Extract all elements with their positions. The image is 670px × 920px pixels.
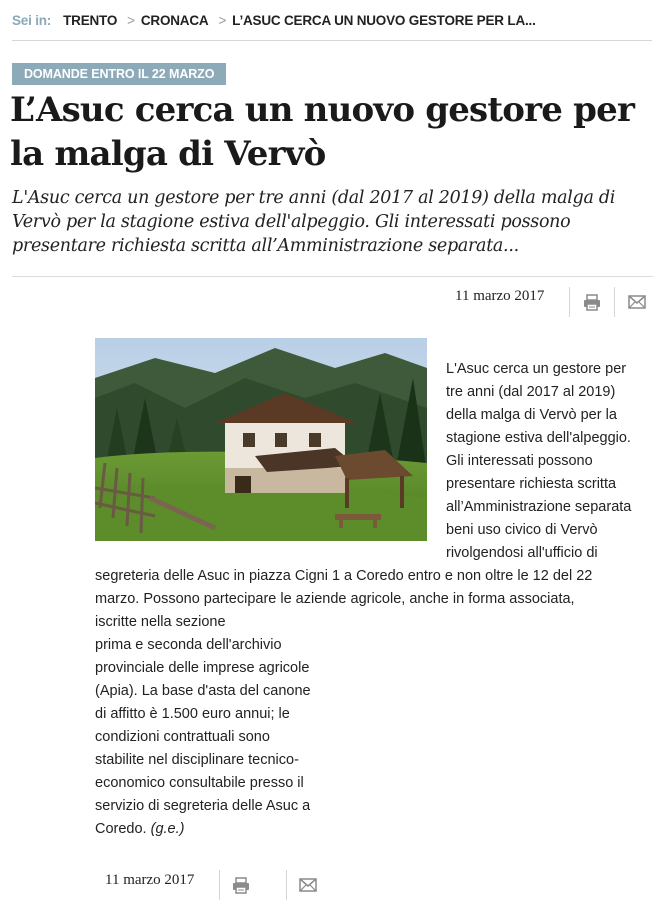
toolbar-separator: [286, 870, 287, 900]
body-text-full: [95, 565, 665, 634]
breadcrumb-item-current[interactable]: L’ASUC CERCA UN NUOVO GESTORE PER LA...: [232, 12, 536, 28]
body-line: segreteria delle Asuc in piazza Cigni 1 a Coredo entro e non oltre le 12 del 22: [95, 568, 593, 584]
toolbar-separator: [219, 870, 220, 900]
toolbar-separator: [569, 287, 570, 317]
author-signature: (g.e.): [150, 821, 185, 837]
body-line: servizio di segreteria delle Asuc a: [95, 798, 311, 814]
article-date: 11 marzo 2017: [455, 288, 545, 304]
body-line: presentare richiesta scritta: [446, 476, 617, 492]
email-button[interactable]: [622, 287, 652, 317]
body-line: rivolgendosi all'ufficio di: [446, 545, 598, 561]
divider: [12, 276, 653, 277]
body-last-text: Coredo.: [95, 821, 147, 837]
body-line: L'Asuc cerca un gestore per: [446, 361, 627, 377]
body-line: economico consultabile presso il: [95, 775, 304, 791]
footer-email-button[interactable]: [293, 870, 323, 900]
breadcrumb: [12, 0, 652, 41]
breadcrumb-item-trento[interactable]: TRENTO: [63, 12, 118, 28]
print-icon: [232, 877, 250, 894]
breadcrumb-item-cronaca[interactable]: CRONACA: [140, 12, 209, 28]
body-line: beni uso civico di Vervò: [446, 522, 598, 538]
body-line: provinciale delle imprese agricole: [95, 660, 310, 676]
summary-line: Vervò per la stagione estiva dell'alpeggio. Gli interessati possono: [12, 212, 571, 232]
body-line: di affitto è 1.500 euro annui; le: [95, 706, 290, 722]
email-icon: [628, 295, 646, 309]
article-image: [95, 338, 427, 541]
body-text-right: [446, 358, 660, 565]
body-line: Gli interessati possono: [446, 453, 593, 469]
body-line: della malga di Vervò per la: [446, 407, 617, 423]
body-text-narrow: [95, 634, 345, 841]
summary-line: L'Asuc cerca un gestore per tre anni (dal 2017 al 2019) della malga di: [12, 188, 616, 208]
article-title: [10, 88, 660, 176]
body-line: (Apia). La base d'asta del canone: [95, 683, 311, 699]
article-summary: [12, 186, 652, 258]
breadcrumb-separator: >: [218, 12, 227, 28]
footer-date: 11 marzo 2017: [105, 872, 195, 888]
malga-photo: [95, 338, 427, 541]
body-line: marzo. Possono partecipare le aziende agricole, anche in forma associata,: [95, 591, 575, 607]
article-title-line: la malga di Vervò: [10, 134, 326, 174]
footer-print-button[interactable]: [226, 870, 256, 900]
body-line: stabilite nel disciplinare tecnico-: [95, 752, 299, 768]
body-line-last: [95, 818, 345, 841]
breadcrumb-separator: >: [127, 12, 135, 28]
article-kicker: DOMANDE ENTRO IL 22 MARZO: [12, 63, 226, 85]
body-line: prima e seconda dell'archivio: [95, 637, 282, 653]
summary-line: presentare richiesta scritta all’Amministrazione separata...: [12, 236, 519, 256]
email-icon: [299, 878, 317, 892]
toolbar-separator: [614, 287, 615, 317]
body-line: all’Amministrazione separata: [446, 499, 632, 515]
body-line: tre anni (dal 2017 al 2019): [446, 384, 616, 400]
print-button[interactable]: [577, 287, 607, 317]
article-title-line: L’Asuc cerca un nuovo gestore per: [10, 90, 635, 130]
body-line: stagione estiva dell'alpeggio.: [446, 430, 631, 446]
breadcrumb-lead: Sei in:: [12, 12, 52, 28]
body-line: iscritte nella sezione: [95, 614, 226, 630]
print-icon: [583, 294, 601, 311]
body-line: condizioni contrattuali sono: [95, 729, 270, 745]
